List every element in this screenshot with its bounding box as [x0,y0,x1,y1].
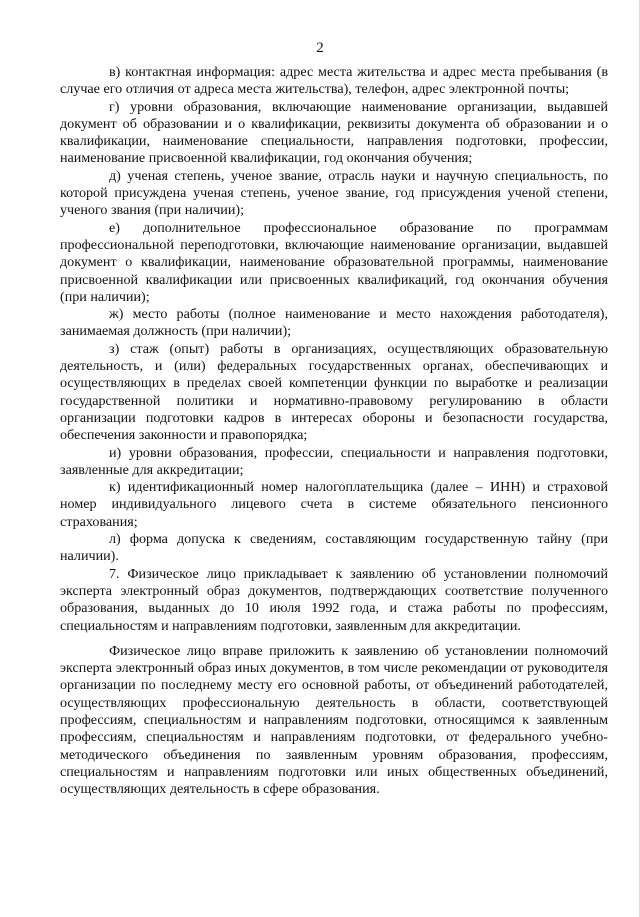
paragraph-workplace: ж) место работы (полное наименование и место нахождения работодателя), занимаемая должность (при наличии); [60,306,608,340]
page-number: 2 [316,40,324,56]
document-body [60,64,608,798]
paragraph-education-levels: г) уровни образования, включающие наименование организации, выдавшей документ об образовании и о квалификации, реквизиты документа об образовании и о квалификации, наименование специальности, направления подготовки, профессии, наименование присвоенной квалификации, год окончания обучения; [60,98,608,167]
paragraph-academic-degree: д) ученая степень, ученое звание, отрасль науки и научную специальность, по которой присуждена ученая степень, ученое звание, год присуждения ученой степени, ученого звания (при наличии); [60,167,608,219]
paragraph-accreditation-levels: и) уровни образования, профессии, специальности и направления подготовки, заявленные для аккредитации; [60,444,608,478]
paragraph-item-7: 7. Физическое лицо прикладывает к заявлению об установлении полномочий эксперта электронный образ документов, подтверждающих соответствие полученного образования, выданных до 10 июля 1992 года, и стажа работы по профессиям, специальностям и направлениям подготовки, заявленным для аккредитации. [60,565,608,634]
paragraph-tax-number: к) идентификационный номер налогоплательщика (далее – ИНН) и страховой номер индивидуального лицевого счета в системе обязательного пенсионного страхования; [60,479,608,530]
paragraph-security-clearance: л) форма допуска к сведениям, составляющим государственную тайну (при наличии). [60,531,608,565]
paragraph-work-experience: з) стаж (опыт) работы в организациях, осуществляющих образовательную деятельность, и (или) федеральных государственных органах, обеспечивающих и осуществляющих в пределах своей компетенции функции по выработке и реализации государственной политики и нормативно-правовому регулированию в области организации подготовки кадров в интересах обороны и безопасности государства, обеспечения законности и правопорядка; [60,340,608,444]
paragraph-additional-education: е) дополнительное профессиональное образование по программам профессиональной переподготовки, включающие наименование организации, выдавшей документ о квалификации, наименование образовательной программы, наименование присвоенной квалификации или присвоенных квалификаций, год окончания обучения (при наличии); [60,219,608,305]
paragraph-contact-info: в) контактная информация: адрес места жительства и адрес места пребывания (в случае его отличия от адреса места жительства), телефон, адрес электронной почты; [60,64,608,98]
paragraph-optional-documents: Физическое лицо вправе приложить к заявлению об установлении полномочий эксперта электронный образ иных документов, в том числе рекомендации от руководителя организации по последнему месту его основной работы, от объединений работодателей, осуществляющих профессиональную деятельность в области, соответствующей профессиям, специальностям и направлениям подготовки, относящимся к заявленным профессиям, специальностям и направлениям подготовки, от федерального учебно-методического объединения по заявленным уровням образования, профессиям, специальностям и направлениям подготовки или иных общественных объединений, осуществляющих деятельность в сфере образования. [60,642,608,798]
